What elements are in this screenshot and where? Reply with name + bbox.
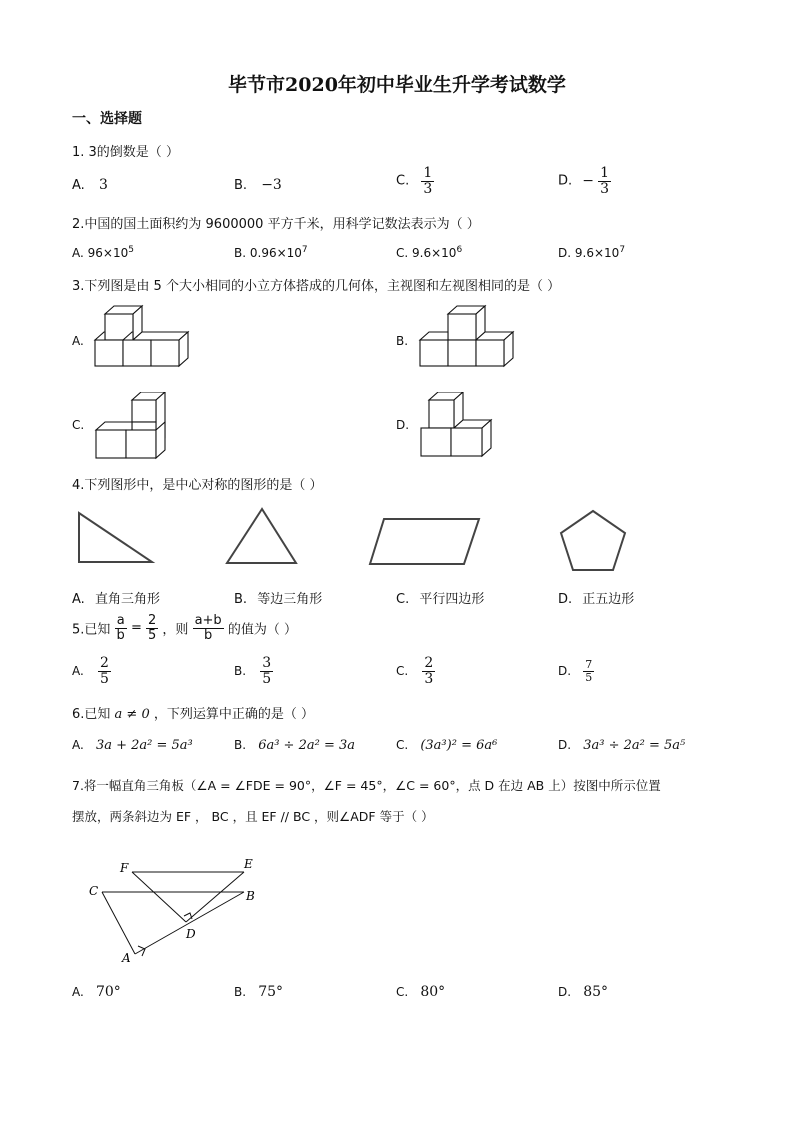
minus-sign: − [582, 173, 595, 190]
q3-option-b-label[interactable]: B. [396, 334, 409, 348]
option-label: C. [396, 173, 410, 189]
fraction-numerator: 1 [423, 165, 433, 181]
q2-option-b[interactable] [234, 246, 308, 260]
option-label: D. [558, 664, 572, 679]
q7-option-a[interactable] [72, 984, 121, 1000]
option-label: B. [234, 985, 247, 999]
option-expression: 3a + 2a² = 5a³ [95, 738, 193, 753]
q3-figure-a [90, 304, 200, 376]
fraction-denominator: 5 [148, 627, 157, 643]
option-value: 75° [258, 984, 284, 1000]
fraction-denominator: 5 [585, 670, 593, 684]
fraction-denominator: 5 [262, 670, 272, 687]
option-value: 85° [583, 984, 609, 1000]
q4-option-c[interactable] [396, 588, 484, 607]
q5-option-d[interactable] [558, 659, 594, 683]
point-label-e: E [244, 857, 253, 871]
q6-option-d[interactable] [558, 738, 685, 753]
option-text: 正五边形 [582, 592, 635, 607]
option-label: B. [234, 738, 247, 752]
option-expression: (3a³)² = 6a⁶ [420, 738, 498, 753]
option-label: C. [396, 985, 409, 999]
q5-option-a[interactable] [72, 656, 111, 686]
fraction [583, 659, 594, 683]
fraction [422, 656, 435, 686]
q3-figure-c [90, 392, 180, 462]
option-label: A. [72, 592, 85, 607]
option-value: 80° [420, 984, 446, 1000]
fraction-numerator: a+b [194, 613, 222, 628]
option-expression: 6a³ ÷ 2a² = 3a [258, 738, 355, 753]
option-label: C. [396, 664, 409, 679]
option-label: A. [72, 178, 85, 193]
q6-stem [72, 703, 314, 722]
option-exponent: 5 [128, 245, 134, 255]
fraction-numerator: 1 [600, 165, 610, 181]
option-text: 直角三角形 [94, 592, 160, 607]
q1-option-b[interactable] [234, 177, 282, 193]
q6-option-b[interactable] [234, 738, 355, 753]
q4-option-d[interactable] [558, 588, 634, 607]
option-value: −3 [261, 177, 282, 193]
q3-figure-b [415, 304, 525, 376]
option-exponent: 7 [301, 245, 308, 255]
equals-sign: = [130, 620, 142, 636]
option-base: 0.96×10 [249, 246, 302, 260]
fraction [98, 656, 111, 686]
option-label: B. [234, 592, 248, 607]
option-label: B. [234, 246, 247, 260]
fraction-denominator: 3 [424, 670, 434, 687]
q3-option-a-label[interactable]: A. [72, 334, 84, 348]
q7-option-c[interactable] [396, 984, 445, 1000]
fraction-numerator: 2 [424, 655, 434, 671]
q5-option-b[interactable] [234, 656, 273, 686]
q5-stem [72, 614, 297, 642]
option-exponent: 7 [619, 245, 626, 255]
q4-right-triangle [76, 510, 156, 566]
q6-option-c[interactable] [396, 738, 497, 753]
option-label: A. [72, 664, 84, 679]
option-label: D. [558, 173, 573, 189]
fraction-a-plus-b-over-b [193, 614, 224, 642]
q4-regular-pentagon [557, 508, 629, 574]
fraction-denominator: b [116, 627, 125, 643]
q3-option-c-label[interactable]: C. [72, 418, 85, 432]
q4-equilateral-triangle [224, 506, 300, 568]
fraction-two-fifths [146, 614, 158, 642]
fraction-numerator: 3 [262, 655, 272, 671]
option-value: 3 [98, 177, 108, 193]
option-label: D. [558, 592, 573, 607]
point-label-a: A [122, 951, 131, 965]
option-label: C. [396, 246, 409, 260]
fraction-numerator: a [116, 613, 125, 628]
option-label: D. [558, 246, 572, 260]
fraction [598, 166, 611, 196]
option-label: B. [234, 178, 248, 193]
point-label-b: B [246, 889, 255, 903]
fraction-denominator: 3 [600, 180, 610, 197]
q6-option-a[interactable] [72, 738, 193, 753]
q6-prefix: 6.已知 [72, 707, 111, 722]
option-label: D. [558, 738, 572, 752]
q1-option-c[interactable] [396, 166, 434, 196]
q4-parallelogram [368, 516, 482, 568]
q3-stem: 3.下列图是由 5 个大小相同的小立方体搭成的几何体，主视图和左视图相同的是（ ） [72, 279, 561, 294]
q5-suffix: 的值为（ ） [227, 622, 297, 638]
fraction-denominator: 3 [423, 180, 433, 197]
section-heading: 一、选择题 [72, 111, 142, 127]
q3-figure-d [415, 392, 505, 462]
fraction-numerator: 2 [148, 613, 157, 628]
fraction-denominator: 5 [99, 670, 109, 687]
fraction-denominator: b [204, 627, 213, 643]
option-expression: 3a³ ÷ 2a² = 5a⁵ [583, 738, 686, 753]
q1-stem: 1. 3的倒数是（ ） [72, 145, 179, 160]
option-label: D. [558, 985, 572, 999]
fraction-numerator: 2 [99, 655, 109, 671]
point-label-d: D [186, 927, 196, 941]
point-label-c: C [89, 884, 99, 898]
q7-stem-line1: 7.将一幅直角三角板（∠A = ∠FDE = 90°，∠F = 45°，∠C = 60°，点 D 在边 AB 上）按图中所示位置 [72, 778, 661, 793]
option-text: 平行四边形 [419, 592, 485, 607]
option-base: 96×10 [87, 246, 129, 260]
q7-option-b[interactable] [234, 984, 283, 1000]
q6-condition: a ≠ 0 [114, 707, 150, 722]
q2-stem: 2.中国的国土面积约为 9600000 平方千米，用科学记数法表示为（ ） [72, 217, 480, 232]
q4-stem: 4.下列图形中，是中心对称的图形的是（ ） [72, 478, 323, 493]
q2-option-c[interactable] [396, 246, 462, 260]
q1-option-a[interactable] [72, 177, 108, 193]
q2-option-d[interactable] [558, 246, 625, 260]
option-label: A. [72, 985, 84, 999]
option-text: 等边三角形 [257, 592, 323, 607]
point-label-f: F [120, 861, 129, 875]
q7-option-d[interactable] [558, 984, 608, 1000]
option-label: C. [396, 592, 410, 607]
q2-option-a[interactable] [72, 246, 134, 260]
segment-ab [135, 892, 244, 954]
option-label: A. [72, 246, 84, 260]
fraction [421, 166, 434, 196]
q5-middle: ，则 [162, 622, 189, 638]
segment-ca [102, 892, 135, 954]
fraction-numerator: 7 [585, 658, 593, 671]
option-exponent: 6 [456, 245, 463, 255]
page-title: 毕节市2020年初中毕业生升学考试数学 [228, 74, 566, 96]
q7-stem-line2: 摆放，两条斜边为 EF ， BC ，且 EF // BC ，则∠ADF 等于（ ） [72, 809, 434, 824]
q5-prefix: 5.已知 [72, 622, 111, 638]
q4-option-b[interactable] [234, 588, 322, 607]
option-base: 9.6×10 [412, 246, 457, 260]
fraction [260, 656, 273, 686]
option-value: 70° [95, 984, 121, 1000]
q3-option-d-label[interactable]: D. [396, 418, 410, 432]
option-label: B. [234, 664, 247, 679]
option-label: A. [72, 738, 84, 752]
q6-suffix: ，下列运算中正确的是（ ） [153, 707, 315, 722]
fraction-a-over-b [115, 614, 127, 642]
right-angle-mark-a [138, 946, 145, 956]
q4-option-a[interactable] [72, 588, 160, 607]
q1-option-d[interactable] [558, 166, 611, 196]
option-label: C. [396, 738, 409, 752]
q5-option-c[interactable] [396, 656, 435, 686]
segment-f-d [132, 872, 186, 922]
option-base: 9.6×10 [574, 246, 620, 260]
q7-triangle-diagram [80, 850, 270, 970]
